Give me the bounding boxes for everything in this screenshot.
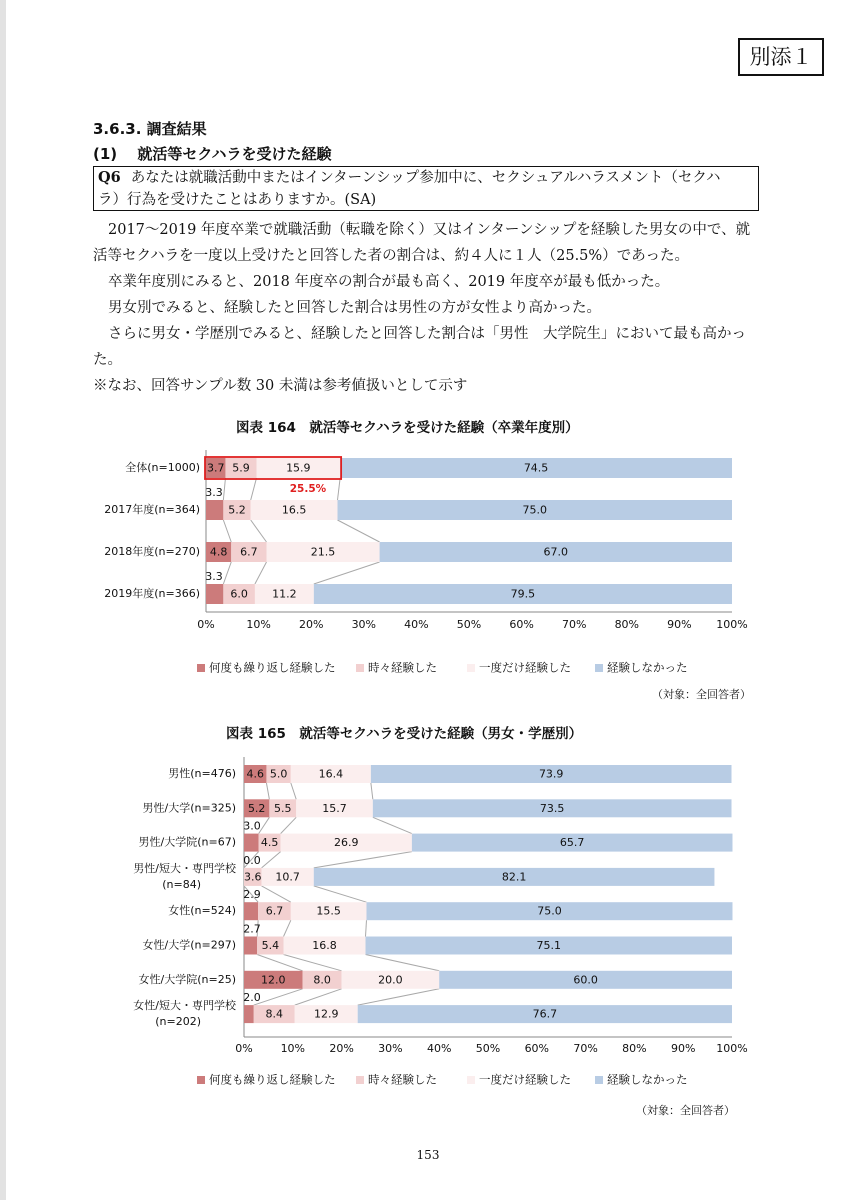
bar-segment bbox=[244, 937, 257, 955]
x-tick-label: 80% bbox=[614, 618, 640, 631]
connector-line bbox=[223, 520, 231, 542]
connector-line bbox=[366, 955, 440, 971]
data-label: 3.3 bbox=[205, 486, 223, 499]
connector-line bbox=[251, 520, 267, 542]
connector-line bbox=[223, 478, 225, 500]
data-label: 16.4 bbox=[318, 767, 344, 781]
x-tick-label: 20% bbox=[298, 618, 324, 631]
category-label: 2018年度(n=270) bbox=[104, 545, 200, 558]
x-tick-label: 10% bbox=[246, 618, 271, 631]
data-label: 6.7 bbox=[240, 545, 258, 559]
data-label: 5.5 bbox=[274, 801, 292, 815]
data-label: 12.0 bbox=[261, 973, 286, 987]
x-tick-label: 90% bbox=[667, 618, 692, 631]
question-line-2: ラ）行為を受けたことはありますか。(SA) bbox=[98, 192, 377, 208]
data-label: 67.0 bbox=[543, 545, 569, 559]
chart-165-note: （対象：全回答者） bbox=[636, 1104, 735, 1117]
data-label: 4.5 bbox=[260, 836, 279, 850]
data-label: 5.2 bbox=[247, 801, 266, 815]
legend-label: 一度だけ経験した bbox=[479, 1072, 571, 1087]
connector-line bbox=[262, 886, 291, 902]
data-label: 2.9 bbox=[243, 888, 261, 902]
legend-label: 何度も繰り返し経験した bbox=[209, 660, 336, 675]
category-label: 女性/短大・専門学校 bbox=[133, 999, 236, 1013]
data-label: 75.1 bbox=[536, 939, 562, 952]
bar-segment bbox=[244, 902, 258, 920]
x-tick-label: 0% bbox=[235, 1042, 253, 1055]
data-label: 15.7 bbox=[322, 801, 347, 815]
connector-line bbox=[314, 562, 380, 584]
page-number: 153 bbox=[416, 1148, 440, 1162]
x-tick-label: 10% bbox=[280, 1042, 306, 1055]
legend-swatch bbox=[197, 1076, 205, 1084]
connector-line bbox=[284, 955, 342, 971]
connector-line bbox=[314, 886, 367, 902]
bar-segment bbox=[206, 500, 223, 520]
data-label: 82.1 bbox=[501, 870, 527, 884]
connector-line bbox=[358, 989, 439, 1005]
data-label: 15.5 bbox=[316, 904, 341, 918]
paragraph-line: さらに男女・学歴別でみると、経験したと回答した割合は「男性 大学院生」において最も高かっ bbox=[108, 326, 746, 342]
chart-165-title: 図表 165 就活等セクハラを受けた経験（男女・学歴別） bbox=[226, 726, 583, 742]
data-label: 0.0 bbox=[243, 853, 261, 867]
category-label: 男性/大学(n=325) bbox=[142, 801, 236, 815]
connector-line bbox=[257, 955, 302, 971]
category-label: 2017年度(n=364) bbox=[104, 503, 200, 516]
data-label: 65.7 bbox=[559, 836, 585, 850]
data-label: 15.9 bbox=[286, 461, 311, 475]
connector-line bbox=[251, 478, 257, 500]
x-tick-label: 20% bbox=[329, 1042, 354, 1055]
connector-line bbox=[373, 817, 412, 833]
data-label: 12.9 bbox=[313, 1007, 339, 1021]
data-label: 6.0 bbox=[230, 587, 248, 601]
data-label: 8.4 bbox=[265, 1007, 284, 1021]
data-label: 20.0 bbox=[378, 973, 403, 987]
category-label: 女性(n=524) bbox=[168, 904, 236, 918]
section-heading: 3.6.3. 調査結果 bbox=[93, 120, 207, 138]
x-tick-label: 40% bbox=[404, 618, 429, 631]
x-tick-label: 100% bbox=[716, 1042, 748, 1055]
x-tick-label: 40% bbox=[426, 1042, 452, 1055]
data-label: 16.8 bbox=[312, 939, 337, 952]
paragraph-line: 卒業年度別にみると、2018 年度卒の割合が最も高く、2019 年度卒が最も低かった。 bbox=[108, 274, 670, 290]
data-label: 21.5 bbox=[310, 545, 336, 559]
category-label: 男性/大学院(n=67) bbox=[138, 835, 236, 849]
connector-line bbox=[223, 562, 231, 584]
connector-line bbox=[266, 783, 269, 799]
connector-line bbox=[338, 478, 341, 500]
legend-swatch bbox=[356, 664, 364, 672]
x-tick-label: 60% bbox=[524, 1042, 550, 1055]
legend-swatch bbox=[595, 1076, 603, 1084]
data-label: 2.0 bbox=[243, 991, 261, 1005]
data-label: 73.9 bbox=[538, 767, 564, 781]
legend-label: 時々経験した bbox=[368, 660, 437, 675]
chart-164-note: （対象：全回答者） bbox=[652, 688, 751, 701]
data-label: 5.4 bbox=[261, 939, 280, 952]
data-label: 16.5 bbox=[281, 503, 307, 517]
x-tick-label: 90% bbox=[670, 1042, 696, 1055]
connector-line bbox=[314, 852, 412, 868]
paragraph-line: 男女別でみると、経験したと回答した割合は男性の方が女性より高かった。 bbox=[108, 300, 601, 316]
data-label: 8.0 bbox=[313, 973, 331, 987]
connector-line bbox=[281, 817, 297, 833]
data-label: 75.0 bbox=[537, 904, 562, 918]
legend-swatch bbox=[467, 1076, 475, 1084]
paragraph-note: ※なお、回答サンプル数 30 未満は参考値扱いとして示す bbox=[93, 378, 468, 394]
category-label: 2019年度(n=366) bbox=[104, 587, 200, 600]
data-label: 4.8 bbox=[209, 545, 228, 559]
question-id: Q6 bbox=[98, 169, 121, 186]
chart-164-title: 図表 164 就活等セクハラを受けた経験（卒業年度別） bbox=[236, 420, 579, 436]
question-line-1: あなたは就職活動中またはインターンシップ参加中に、セクシュアルハラスメント（セクハ bbox=[130, 170, 721, 186]
x-tick-label: 50% bbox=[456, 618, 482, 631]
data-label: 75.0 bbox=[522, 503, 547, 517]
legend-swatch bbox=[197, 664, 205, 672]
bar-segment bbox=[206, 584, 223, 604]
data-label: 3.0 bbox=[243, 819, 261, 833]
legend-swatch bbox=[595, 664, 603, 672]
x-tick-label: 70% bbox=[573, 1042, 598, 1055]
paragraph-line: た。 bbox=[93, 352, 122, 368]
x-tick-label: 70% bbox=[561, 618, 587, 631]
legend-label: 時々経験した bbox=[368, 1072, 437, 1087]
x-tick-label: 50% bbox=[475, 1042, 501, 1055]
connector-line bbox=[338, 520, 380, 542]
data-label: 74.5 bbox=[523, 461, 549, 475]
data-label: 5.2 bbox=[228, 503, 246, 517]
x-tick-label: 0% bbox=[197, 618, 215, 631]
category-label: (n=202) bbox=[155, 1015, 201, 1029]
category-label: 男性/短大・専門学校 bbox=[133, 861, 236, 875]
paragraph-line: 活等セクハラを一度以上受けたと回答した者の割合は、約４人に１人（25.5%）であった。 bbox=[93, 248, 690, 264]
category-label: 全体(n=1000) bbox=[125, 461, 200, 474]
data-label: 5.9 bbox=[232, 461, 250, 475]
data-label: 2.7 bbox=[243, 922, 261, 936]
data-label: 3.3 bbox=[205, 570, 223, 583]
legend-label: 経験しなかった bbox=[607, 1072, 688, 1087]
data-label: 60.0 bbox=[573, 973, 598, 987]
x-tick-label: 100% bbox=[716, 618, 748, 631]
connector-line bbox=[255, 562, 267, 584]
connector-line bbox=[291, 783, 296, 799]
x-tick-label: 30% bbox=[378, 1042, 403, 1055]
connector-line bbox=[254, 989, 303, 1005]
category-label: 女性/大学院(n=25) bbox=[138, 972, 236, 986]
connector-line bbox=[366, 920, 367, 936]
legend-label: 経験しなかった bbox=[607, 660, 688, 675]
connector-line bbox=[371, 783, 373, 799]
legend-swatch bbox=[467, 664, 475, 672]
data-label: 4.6 bbox=[246, 767, 264, 781]
data-label: 10.7 bbox=[275, 870, 300, 884]
category-label: (n=84) bbox=[162, 877, 201, 891]
bar-segment bbox=[244, 834, 259, 852]
data-label: 3.6 bbox=[244, 870, 262, 884]
bar-segment bbox=[244, 1005, 254, 1023]
x-tick-label: 80% bbox=[622, 1042, 647, 1055]
legend-label: 一度だけ経験した bbox=[479, 660, 571, 675]
data-label: 11.2 bbox=[272, 587, 297, 601]
category-label: 女性/大学(n=297) bbox=[142, 938, 236, 952]
data-label: 26.9 bbox=[333, 836, 359, 850]
paragraph-line: 2017～2019 年度卒業で就職活動（転職を除く）又はインターンシップを経験した男女の中で、就 bbox=[108, 222, 751, 238]
data-label: 6.7 bbox=[265, 904, 284, 918]
data-label: 73.5 bbox=[539, 801, 565, 815]
category-label: 男性(n=476) bbox=[168, 767, 236, 780]
x-tick-label: 60% bbox=[509, 618, 534, 631]
sub-heading: (1) 就活等セクハラを受けた経験 bbox=[93, 145, 332, 163]
highlight-annotation: 25.5% bbox=[289, 483, 327, 495]
attachment-badge: 別添１ bbox=[738, 38, 824, 76]
data-label: 3.7 bbox=[206, 461, 225, 475]
data-label: 5.0 bbox=[269, 767, 288, 781]
data-label: 76.7 bbox=[532, 1007, 558, 1021]
legend-label: 何度も繰り返し経験した bbox=[209, 1072, 336, 1087]
legend-swatch bbox=[356, 1076, 364, 1084]
connector-line bbox=[262, 852, 281, 868]
data-label: 79.5 bbox=[510, 587, 536, 601]
connector-line bbox=[284, 920, 291, 936]
x-tick-label: 30% bbox=[351, 618, 377, 631]
connector-line bbox=[295, 989, 342, 1005]
